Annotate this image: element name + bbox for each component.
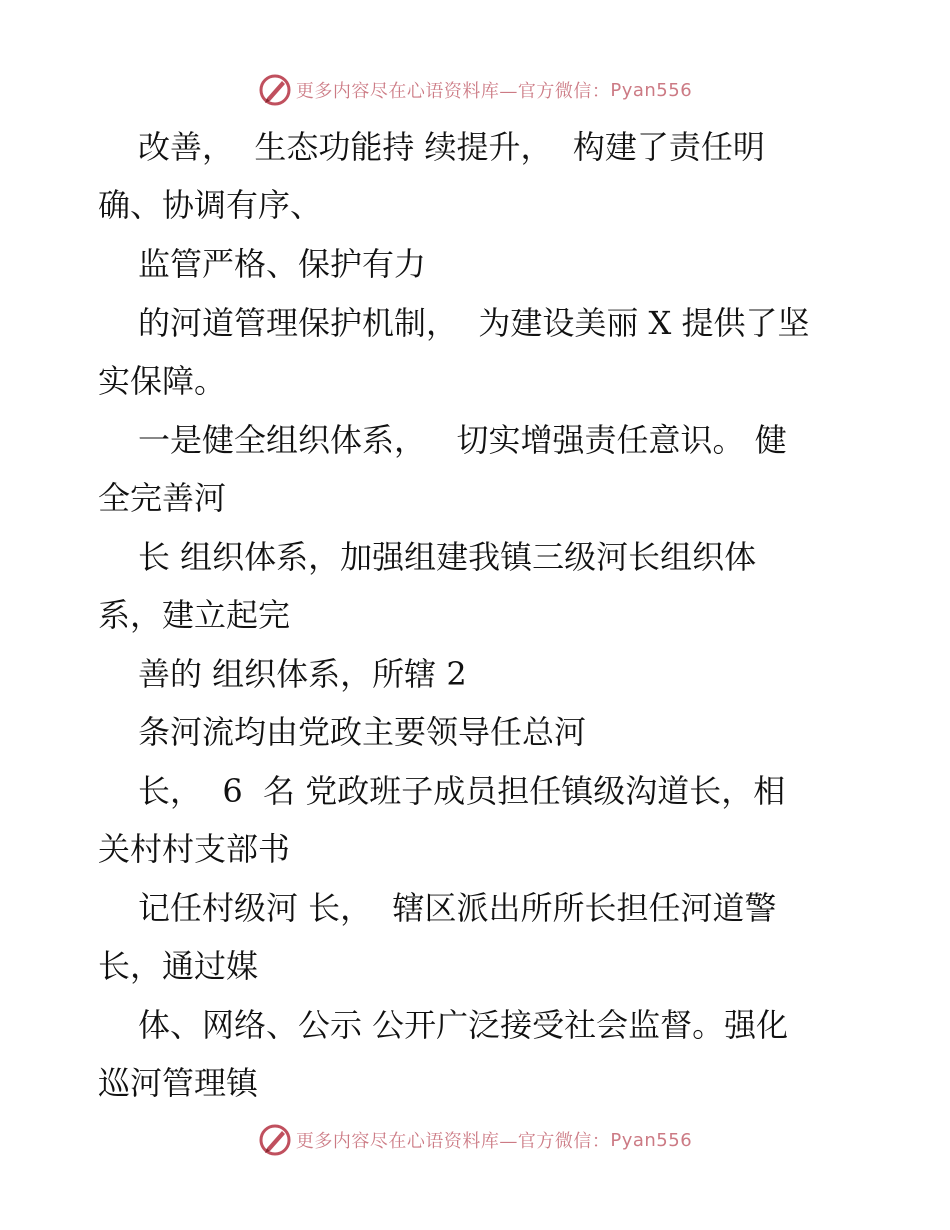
body-line: 长， 6 名 党政班子成员担任镇级沟道长，相 [138, 772, 786, 810]
body-line: 条河流均由党政主要领导任总河 [138, 713, 587, 751]
body-line: 记任村级河 长， 辖区派出所所长担任河道警 [138, 889, 777, 927]
body-line: 长 组织体系，加强组建我镇三级河长组织体 [138, 538, 757, 576]
body-line: 实保障。 [98, 362, 227, 400]
body-line: 关村村支部书 [98, 830, 291, 868]
body-line: 系，建立起完 [98, 596, 291, 634]
wechat-id: Pyan556 [610, 79, 693, 101]
wechat-id: Pyan556 [610, 1129, 693, 1151]
body-line: 全完善河 [98, 479, 227, 517]
footer-watermark [0, 1120, 950, 1160]
body-line: 一是健全组织体系， 切实增强责任意识。 健 [138, 421, 787, 459]
body-line: 巡河管理镇 [98, 1064, 259, 1102]
body-line: 长，通过媒 [98, 947, 259, 985]
body-line: 体、网络、公示 公开广泛接受社会监督。强化 [138, 1006, 789, 1044]
watermark-text: 更多内容尽在心语资料库—官方微信： [295, 81, 611, 102]
body-line: 的河道管理保护机制， 为建设美丽 X 提供了坚 [138, 304, 810, 342]
pen-logo-icon [258, 1123, 292, 1157]
watermark-text: 更多内容尽在心语资料库—官方微信： [295, 1131, 611, 1152]
body-line: 改善， 生态功能持 续提升， 构建了责任明 [138, 128, 765, 166]
body-line: 监管严格、保护有力 [138, 245, 427, 283]
body-line: 善的 组织体系，所辖 2 [138, 655, 467, 693]
body-line: 确、协调有序、 [98, 186, 323, 224]
